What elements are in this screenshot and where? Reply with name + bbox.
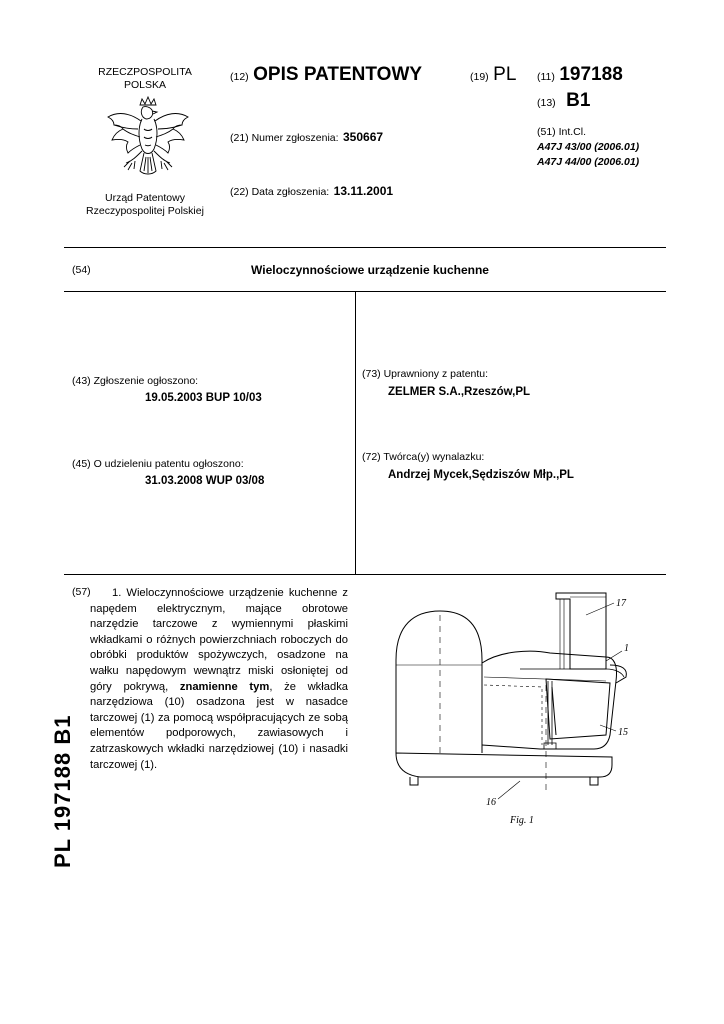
feed-tube — [556, 593, 606, 669]
leader-line — [600, 725, 616, 731]
owner-value: ZELMER S.A.,Rzeszów,PL — [388, 386, 531, 398]
leader-line — [586, 603, 614, 615]
figure-caption: Fig. 1 — [510, 815, 534, 826]
doc-type-line — [230, 64, 422, 86]
code-12: (12) — [230, 71, 249, 83]
code-57: (57) — [72, 586, 91, 598]
app-number-value: 350667 — [343, 130, 384, 144]
intcl-label: (51) Int.Cl. — [537, 126, 587, 138]
code-54: (54) — [72, 264, 91, 276]
code-13: (13) — [537, 97, 556, 109]
ref-label-1: 1 — [624, 643, 629, 654]
filing-date-label: (22) Data zgłoszenia: — [230, 186, 330, 198]
abstract-claim — [90, 586, 348, 773]
abstract-text-start: 1. Wieloczynnościowe urządzenie kuchenne z napędem elektrycznym, mające obrotowe narzędzie tarczowe z wymiennymi płaskimi wkładkami o różnych powierzchniach roboczych do obróbki produktów spożywczych, osadzone na wałku napędowym wewnątrz miski osłoniętej od góry pokrywą, — [90, 587, 348, 693]
divider — [64, 291, 666, 292]
int-cl — [537, 125, 639, 170]
motor-housing — [396, 611, 482, 753]
grant-value: 31.03.2008 WUP 03/08 — [145, 475, 265, 487]
intcl-entry: A47J 43/00 (2006.01) — [537, 141, 640, 153]
ref-label-15: 15 — [618, 727, 628, 738]
publication-label: (43) Zgłoszenie ogłoszono: — [72, 375, 199, 387]
code-11: (11) — [537, 71, 555, 83]
office-line-2: Rzeczypospolitej Polskiej — [86, 205, 204, 217]
filing-date-value: 13.11.2001 — [333, 184, 394, 198]
kind-line — [537, 90, 590, 112]
country-code: PL — [493, 64, 517, 85]
filing-date — [230, 182, 393, 200]
office-line-1: Urząd Patentowy — [105, 192, 185, 204]
country-line-1: RZECZPOSPOLITA — [98, 66, 192, 78]
doc-type: OPIS PATENTOWY — [253, 64, 423, 85]
intcl-entry: A47J 44/00 (2006.01) — [537, 156, 640, 168]
code-19: (19) — [470, 71, 489, 83]
appliance-base — [396, 753, 612, 777]
patent-number: 197188 — [559, 64, 623, 85]
figure-drawing — [370, 585, 670, 835]
application-number — [230, 128, 383, 146]
patent-number-line — [537, 64, 623, 86]
abstract-text-end: , że wkładka narzędziowa (10) osadzona jest w nasadce tarczowej (1) za pomocą współpracujących ze sobą elementów podporowych, zawiasowych i zatrzaskowych wkładki narzędziowej (10) i nasadki tarczowej (1). — [90, 680, 349, 771]
leader-line — [606, 651, 622, 661]
issuer-office — [60, 192, 230, 218]
inventor-value: Andrzej Mycek,Sędziszów Młp.,PL — [388, 469, 574, 481]
grant-label: (45) O udzieleniu patentu ogłoszono: — [72, 458, 244, 470]
issuer-country — [60, 66, 230, 92]
kind-code: B1 — [566, 90, 591, 111]
country-code-line — [470, 64, 516, 86]
divider — [64, 574, 666, 575]
leader-line — [498, 781, 520, 799]
owner-label: (73) Uprawniony z patentu: — [362, 368, 489, 380]
ref-label-16: 16 — [486, 797, 496, 808]
ref-label-17: 17 — [616, 598, 626, 609]
publication-value: 19.05.2003 BUP 10/03 — [145, 392, 262, 404]
divider — [64, 247, 666, 248]
country-line-2: POLSKA — [123, 79, 167, 91]
app-number-label: (21) Numer zgłoszenia: — [230, 132, 339, 144]
side-patent-id: PL 197188 B1 — [50, 714, 75, 868]
inventor-label: (72) Twórca(y) wynalazku: — [362, 451, 485, 463]
column-divider — [355, 291, 356, 574]
invention-title: Wieloczynnościowe urządzenie kuchenne — [251, 263, 489, 277]
abstract-keyword: znamienne tym — [179, 680, 270, 693]
eagle-emblem-icon — [100, 95, 196, 187]
